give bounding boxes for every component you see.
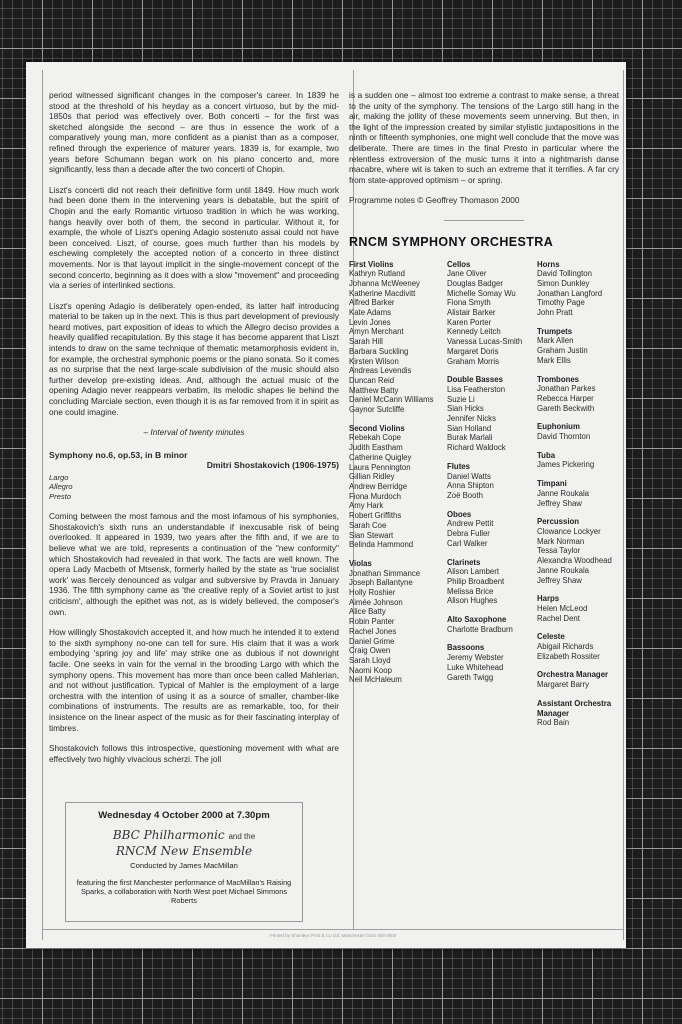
musician-name: Johanna McWeeney	[349, 278, 420, 288]
musician-name: Kathryn Rutland	[349, 269, 405, 279]
roster-section	[447, 558, 543, 607]
musician-name: Craig Owen	[349, 646, 391, 656]
right-column	[349, 90, 619, 780]
musician-name: Abigail Richards	[537, 642, 594, 652]
section-title: Timpani	[537, 479, 567, 489]
musician-name: Burak Marlali	[447, 433, 493, 443]
musician-name: Margaret Barry	[537, 680, 589, 690]
concert-announcement-box	[65, 802, 303, 922]
musician-name: Jeremy Webster	[447, 653, 504, 663]
musician-name: James Pickering	[537, 460, 595, 470]
musician-name: Holly Roshier	[349, 588, 396, 598]
section-title: Percussion	[537, 517, 580, 527]
musician-name: Karen Porter	[447, 317, 492, 327]
musician-name: Mark Allen	[537, 336, 574, 346]
musician-name: David Thornton	[537, 432, 591, 442]
bottom-rule	[43, 929, 623, 930]
work-heading	[49, 450, 339, 461]
musician-name: Andrew Berridge	[349, 482, 408, 491]
musician-name: Jane Oliver	[447, 269, 487, 279]
musician-name: Alison Hughes	[447, 596, 498, 606]
programme-page	[26, 62, 626, 948]
concert-conductor: Conducted by James MacMillan	[130, 861, 238, 870]
musician-name: John Pratt	[537, 308, 573, 318]
tempo-list	[49, 473, 339, 501]
musician-name: Luke Whitehead	[447, 662, 504, 672]
musician-name: Judith Eastham	[349, 443, 403, 453]
musician-name: Sarah Coe	[349, 520, 387, 530]
tempo-marking: Allegro	[49, 482, 73, 492]
roster-section	[537, 632, 619, 661]
musician-name: Belinda Hammond	[349, 540, 414, 550]
roster-section	[447, 615, 543, 634]
section-title: Trombones	[537, 374, 580, 384]
interval-note: – Interval of twenty minutes	[143, 427, 245, 438]
roster-section	[349, 559, 449, 685]
musician-name: Fiona Smyth	[447, 298, 491, 308]
musician-name: Rachel Jones	[349, 626, 397, 636]
section-title: Tuba	[537, 450, 556, 460]
musician-name: Debra Fuller	[447, 529, 490, 539]
tempo-marking: Largo	[49, 473, 69, 482]
section-title: Harps	[537, 594, 560, 604]
programme-notes-credit: Programme notes © Geoffrey Thomason 2000	[349, 195, 520, 206]
orchestra-title: RNCM SYMPHONY ORCHESTRA	[349, 234, 554, 249]
musician-name: Kirsten Wilson	[349, 356, 399, 366]
musician-name: Gillian Ridley	[349, 472, 395, 482]
musician-name: Neil McHaleum	[349, 675, 402, 685]
musician-name: David Tollington	[537, 269, 592, 279]
musician-name: Katherine Macdivitt	[349, 288, 416, 298]
section-title: Orchestra Manager	[537, 670, 609, 680]
roster-section	[447, 260, 543, 367]
musician-name: Rod Bain	[537, 718, 570, 728]
musician-name: Philip Broadbent	[447, 576, 505, 586]
musician-name: Gaynor Sutcliffe	[349, 405, 405, 415]
section-title: Oboes	[447, 509, 472, 519]
musician-name: Janne Roukala	[537, 488, 590, 498]
concert-date: Wednesday 4 October 2000 at 7.30pm	[98, 810, 270, 821]
section-title: Alto Saxophone	[447, 615, 507, 625]
musician-name: Alice Batty	[349, 607, 386, 617]
roster-section	[447, 510, 543, 549]
musician-name: Richard Waldock	[447, 443, 506, 453]
musician-name: Sarah Lloyd	[349, 655, 391, 665]
printer-credit: Printed by Shanleys Print & Co Ltd, Manchester 0161 000 0000	[269, 933, 397, 938]
musician-name: Laura Pennington	[349, 462, 411, 472]
paragraph: Liszt's concerti did not reach their definitive form until 1849. How much work had been done them in the intervening years is debatable, but the spirit of Chopin and the early Romantic virtuoso tradition in which he was working, hangs heavily over both of them, the second in particular. Without it, for example, the whole of Liszt's opening Adagio sostenuto assai could not have been conceived. Liszt, of course, goes much further than his models by eschewing completely the accepted notion of a concerto in three distinct movements. Nor is that layout implicit in the single-movement concept of the second concerto, beginning as it does with a slow "movement" and proceeding via a series of interlinked sections.	[49, 184, 339, 291]
roster-section	[537, 517, 619, 585]
section-title: Assistant Orchestra Manager	[537, 698, 612, 718]
paragraph: period witnessed significant changes in the composer's career. In 1839 he stood at the threshold of his heyday as a concert virtuoso, but by the mid-1850s that period was effectively over. Both concerti – for the first was sketched alongside the second – are thus in essence the work of a comparatively young man, more confident as a pianist than as a composer, refined through the experience of maturer years. 1839 is, for example, two years before Schumann began work on his piano concerto and, more significantly, less than a decade after the two concerti of Chopin.	[49, 90, 339, 175]
musician-name: Robin Panter	[349, 617, 395, 627]
musician-name: Jonathan Langford	[537, 288, 603, 298]
musician-name: Sian Holland	[447, 423, 492, 433]
paragraph: Liszt's opening Adagio is deliberately open-ended, its latter half introducing material to be taken up in the next. This is thus part development of previously heard motives, part exposition of ideas to which the Allegro deciso provides a heavily qualified recapitulation. By this stage it has become apparent that Liszt intends to draw on the same technique of thematic metamorphosis evident in, for example, the orchestral symphonic poems or the piano sonata. So it comes as no surprise that the next large-scale subdivision of the music should also further develop pre-existing ideas. And, although the actual music of the opening Adagio never reappears verbatim, its melodic shapes lie behind the concluding Marciale section, even though it is as far removed from it in spirit as one could imagine.	[49, 300, 339, 417]
roster-section	[349, 424, 449, 550]
roster-section	[447, 643, 543, 682]
musician-name: Zoë Booth	[447, 491, 483, 500]
musician-name: Levin Jones	[349, 317, 391, 327]
musician-name: Vanessa Lucas-Smith	[447, 337, 523, 347]
musician-name: Andreas Levendis	[349, 366, 412, 376]
musician-name: Graham Justin	[537, 346, 588, 356]
orchestra-roster	[349, 260, 619, 780]
musician-name: Gareth Twigg	[447, 672, 494, 682]
left-column	[49, 90, 339, 774]
musician-name: Rebecca Harper	[537, 393, 594, 403]
roster-section	[537, 451, 619, 470]
musician-name: Jonathan Simmance	[349, 568, 421, 578]
roster-section	[537, 699, 619, 728]
section-title: Cellos	[447, 259, 471, 269]
musician-name: Michelle Somay Wu	[447, 288, 516, 298]
section-title: Euphonium	[537, 422, 580, 432]
roster-column-strings	[349, 260, 449, 695]
paragraph: is a sudden one – almost too extreme a contrast to make sense, a threat to the unity of the symphony. The tensions of the Largo still hang in the air, making the jollity of these movements seem unnerving. But then, in the light of the impression created by similar stylistic juxtapositions in the ninth or fifteenth symphonies, one might well conclude that the move was deliberate. There are times in the final Presto in particular where the relentless extroversion of the music turns it into a nightmarish danse macabre, where wit is taken to such an extreme that it terrifies. A far cry from state-approved optimism – or spring.	[349, 90, 619, 185]
musician-name: Mark Ellis	[537, 355, 571, 365]
musician-name: Catherine Quigley	[349, 452, 412, 462]
musician-name: Jonathan Parkes	[537, 384, 596, 394]
roster-section	[537, 422, 619, 441]
section-title: Clarinets	[447, 557, 481, 567]
musician-name: Robert Griffiths	[349, 511, 402, 521]
musician-name: Simon Dunkley	[537, 278, 590, 288]
musician-name: Barbara Suckling	[349, 346, 409, 356]
performer-rncm: RNCM New Ensemble	[115, 844, 253, 858]
musician-name: Jeffrey Shaw	[537, 575, 582, 585]
roster-section	[537, 260, 619, 318]
musician-name: Timothy Page	[537, 298, 585, 308]
paragraph: Coming between the most famous and the most infamous of his symphonies, Shostakovich's sixth runs an understandable if inexcusable risk of being overlooked. It appeared in 1939, two years after the fifth and, if we are to believe what we are told, represents a continuation of the "new conformity" which Shostakovich had revealed in that work. The facts are well known. The opera Lady Macbeth of Mtsensk, formerly hailed by the state as 'true socialist work' was fiercely denounced as vulgar and subversive by Pravda in January 1936. The fifth symphony came as 'the creative reply of a Soviet artist to just criticism', although the epithet was not, as is widely believed, the composer's own.	[49, 511, 339, 617]
roster-section	[349, 260, 449, 415]
section-title: First Violins	[349, 259, 394, 269]
musician-name: Graham Morris	[447, 356, 499, 366]
roster-column-winds	[447, 260, 543, 692]
musician-name: Sian Hicks	[447, 404, 484, 414]
section-title: Violas	[349, 558, 372, 568]
divider-rule	[444, 220, 524, 221]
musician-name: Lisa Featherston	[447, 384, 506, 394]
musician-name: Charlotte Bradburn	[447, 624, 513, 634]
section-title: Second Violins	[349, 423, 405, 433]
paragraph: Shostakovich follows this introspective, questioning movement with what are effectively two highly vivacious scherzi. The joll	[49, 743, 339, 764]
work-composer: Dmitri Shostakovich (1906-1975)	[206, 460, 339, 471]
roster-section	[447, 375, 543, 453]
musician-name: Alfred Barker	[349, 298, 395, 308]
musician-name: Rebekah Cope	[349, 433, 402, 443]
musician-name: Daniel Watts	[447, 471, 491, 481]
musician-name: Matthew Batty	[349, 385, 399, 395]
section-title: Bassoons	[447, 643, 485, 653]
section-title: Double Basses	[447, 375, 503, 385]
paragraph: How willingly Shostakovich accepted it, and how much he intended it to extend to the sixth symphony no-one can tell for sure. His claim that it was a work embodying 'spring joy and life' may strike one as dubious if not downright facile. One seeks in vain for the vernal in the brooding Largo with which the symphony opens. This movement has more than once been called Mahlerian, and not without justification. Typical of Mahler is the employment of a large orchestra with the intention of using it as a source of smaller, chamber-like combinations of instruments. The results are as remarkable, too, for their insistence on the linear aspect of the music as for their fascinating interplay of timbres.	[49, 627, 339, 733]
roster-section	[537, 594, 619, 623]
musician-name: Sarah Hill	[349, 337, 383, 347]
musician-name: Aimée Johnson	[349, 597, 403, 607]
roster-section	[447, 462, 543, 501]
musician-name: Tessa Taylor	[537, 546, 581, 556]
musician-name: Duncan Reid	[349, 375, 395, 385]
musician-name: Daniel McCann Williams	[349, 395, 434, 405]
musician-name: Fiona Murdoch	[349, 491, 402, 501]
musician-name: Carl Walker	[447, 538, 488, 548]
musician-name: Margaret Doris	[447, 346, 499, 356]
musician-name: Sian Stewart	[349, 530, 394, 540]
musician-name: Rachel Dent	[537, 613, 580, 623]
page-frame	[42, 70, 624, 940]
musician-name: Kate Adams	[349, 308, 392, 318]
musician-name: Amy Hark	[349, 501, 384, 511]
musician-name: Anna Shipton	[447, 481, 494, 491]
musician-name: Suzie Li	[447, 394, 475, 404]
section-title: Trumpets	[537, 326, 573, 336]
concert-performers	[66, 828, 302, 858]
musician-name: Daniel Grime	[349, 636, 395, 646]
musician-name: Elizabeth Rossiter	[537, 651, 600, 661]
tempo-marking: Presto	[49, 491, 71, 501]
musician-name: Janne Roukala	[537, 565, 590, 575]
roster-section	[537, 479, 619, 508]
section-title: Flutes	[447, 461, 470, 471]
musician-name: Jennifer Nicks	[447, 414, 496, 424]
work-title: Symphony no.6, op.53, in B minor	[49, 449, 188, 460]
section-title: Horns	[537, 259, 560, 269]
musician-name: Clowance Lockyer	[537, 527, 601, 536]
musician-name: Gareth Beckwith	[537, 403, 595, 413]
musician-name: Naomi Koop	[349, 665, 392, 675]
musician-name: Andrew Pettit	[447, 519, 494, 529]
musician-name: Joseph Ballantyne	[349, 578, 413, 588]
musician-name: Helen McLeod	[537, 603, 588, 613]
performer-bbc: BBC Philharmonic	[112, 828, 225, 842]
concert-featuring: featuring the first Manchester performance of MacMillan's Raising Sparks, a collaboration with North West poet Michael Simmons Roberts	[76, 878, 292, 905]
musician-name: Kennedy Leitch	[447, 327, 501, 337]
performer-conjunction: and the	[228, 832, 256, 841]
musician-name: Jeffrey Shaw	[537, 498, 582, 508]
musician-name: Alistair Barker	[447, 308, 496, 318]
roster-section	[537, 375, 619, 414]
roster-section	[537, 670, 619, 689]
musician-name: Mark Norman	[537, 536, 585, 546]
roster-column-brass-percussion	[537, 260, 619, 737]
section-title: Celeste	[537, 632, 565, 642]
musician-name: Amyn Merchant	[349, 327, 404, 337]
roster-section	[537, 327, 619, 366]
musician-name: Melissa Brice	[447, 586, 494, 596]
musician-name: Alison Lambert	[447, 567, 500, 577]
musician-name: Douglas Badger	[447, 278, 503, 288]
musician-name: Alexandra Woodhead	[537, 556, 612, 566]
